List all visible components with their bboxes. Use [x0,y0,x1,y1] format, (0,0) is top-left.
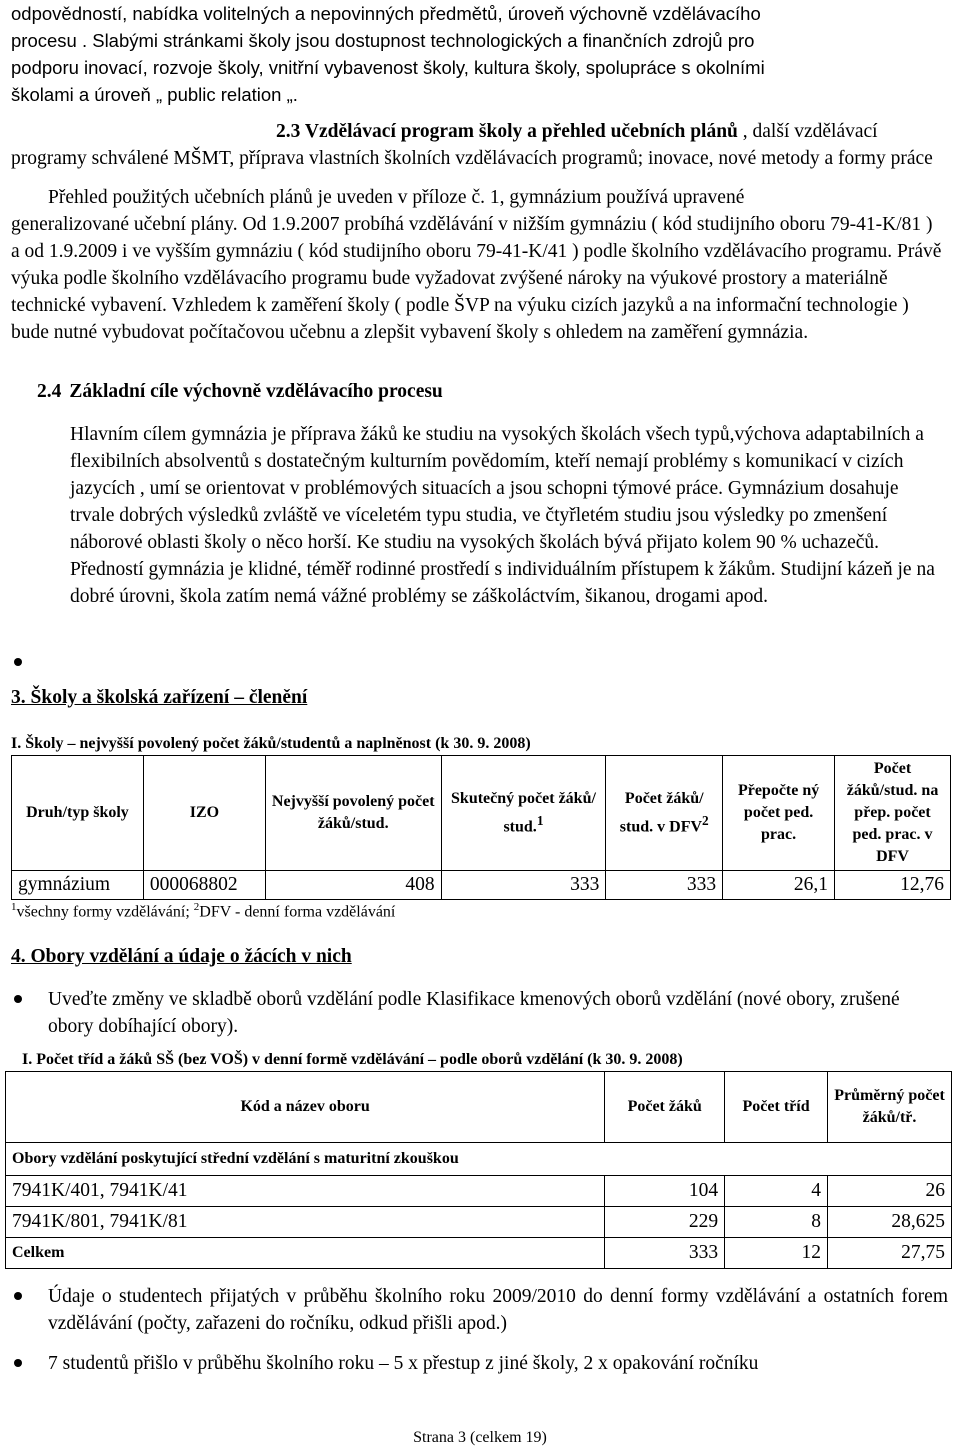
section-2-3-heading [11,118,951,172]
cell-students: 229 [605,1207,725,1238]
bullet-icon [14,1292,22,1300]
bullet-icon [14,658,22,666]
intro-line: podporu inovací, rozvoje školy, vnitřní vybavenost školy, kultura školy, spolupráce s okolními [11,57,765,78]
schools-table [11,755,951,900]
section-2-4-title: Základní cíle výchovně vzdělávacího procesu [69,381,443,402]
cell-code: 7941K/801, 7941K/81 [6,1207,605,1238]
intro-line: školami a úroveň „ public relation „. [11,84,298,105]
section-2-3-body [11,184,946,346]
table-subheader-row [6,1143,952,1176]
footnote-mark: 1 [11,901,17,913]
footnote-mark: 1 [536,812,544,828]
page-footer: Strana 3 (celkem 19) [413,1429,547,1446]
bullet-icon [14,995,22,1003]
col-average: Průměrný počet žáků/tř. [828,1072,952,1143]
admissions-bullet: Údaje o studentech přijatých v průběhu školního roku 2009/2010 do denní formy vzdělávání a ostatních forem vzdělávání (počty, zařazeni do ročníku, odkud přišli apod.) [48,1286,948,1334]
table-header-row [12,756,951,871]
cell-total-classes: 12 [725,1238,828,1269]
section-3-heading: 3. Školy a školská zařízení – členění [11,687,308,708]
footnote-mark: 2 [702,812,709,828]
table-2-caption: I. Počet tříd a žáků SŠ (bez VOŠ) v denní formě vzdělávání – podle oborů vzdělání (k 30. 9. 2008) [22,1051,683,1068]
bullet-icon [14,1359,22,1367]
subheader-cell: Obory vzdělání poskytující střední vzdělání s maturitní zkouškou [6,1143,952,1176]
col-classes: Počet tříd [725,1072,828,1143]
section-2-4-number: 2.4 [37,381,62,402]
cell-dfv: 333 [606,871,723,900]
transfers-bullet: 7 studentů přišlo v průběhu školního roku – 5 x přestup z jiné školy, 2 x opakování ročníku [48,1353,759,1374]
col-dfv-count: Počet žáků/ stud. v DFV$^2$ [606,756,723,871]
section-2-4-paragraph [26,421,946,610]
intro-line: procesu . Slabými stránkami školy jsou dostupnost technologických a finančních zdrojů pro [11,30,755,51]
intro-line: odpovědností, nabídka volitelných a nepovinných předmětů, úroveň výchovně vzdělávacího [11,3,761,24]
col-izo: IZO [143,756,265,871]
cell-code: 7941K/401, 7941K/41 [6,1176,605,1207]
cell-max: 408 [265,871,441,900]
col-recalc-staff: Přepočte ný počet ped. prac. [723,756,835,871]
section-2-3-paragraph: generalizované učební plány. Od 1.9.2007 probíhá vzdělávání v nižším gymnáziu ( kód studijního oboru 79-41-K/81 ) a od 1.9.2009 i ve vyšším gymnáziu ( kód studijního oboru 79-41-K/41 ) podle školního vzdělávacího programu. Právě výuka podle školního vzdělávacího programu bude vyžadovat zvýšené nároky na výukové prostory a materiálně technické vybavení. Vzhledem k zaměření školy ( podle ŠVP na výuku cizích jazyků a na informační technologie ) bude nutné vybudovat počítačovou učebnu a zlepšit vybavení školy s ohledem na zaměření gymnázia. [11,214,942,343]
table-row [6,1207,952,1238]
table-1-caption: I. Školy – nejvyšší povolený počet žáků/studentů a naplněnost (k 30. 9. 2008) [11,735,531,752]
cell-total-students: 333 [605,1238,725,1269]
table-row [12,871,951,900]
cell-classes: 4 [725,1176,828,1207]
col-actual-count: Skutečný počet žáků/ stud.$^1$ [441,756,606,871]
cell-average: 26 [828,1176,952,1207]
table-total-row [6,1238,952,1269]
cell-average: 28,625 [828,1207,952,1238]
cell-ratio: 12,76 [835,871,951,900]
cell-izo: 000068802 [143,871,265,900]
col-ratio: Počet žáků/stud. na přep. počet ped. prac. v DFV [835,756,951,871]
cell-classes: 8 [725,1207,828,1238]
cell-actual: 333 [441,871,606,900]
section-2-3-first-line: Přehled použitých učebních plánů je uveden v příloze č. 1, gymnázium používá upravené [48,187,745,208]
cell-total-average: 27,75 [828,1238,952,1269]
section-2-4-heading [37,381,443,403]
footnote-mark: 2 [193,901,200,913]
col-students: Počet žáků [605,1072,725,1143]
intro-paragraph [11,0,946,108]
section-2-3-title: 2.3 Vzdělávací program školy a přehled učebních plánů [276,121,738,142]
section-4-bullet: Uveďte změny ve skladbě oborů vzdělání podle Klasifikace kmenových oborů vzdělání (nové obory, zrušené obory dobíhající obory). [48,989,900,1037]
cell-total-label: Celkem [6,1238,605,1269]
section-4-heading: 4. Obory vzdělání a údaje o žácích v nich [11,946,352,967]
cell-students: 104 [605,1176,725,1207]
cell-recalc: 26,1 [723,871,835,900]
col-max-capacity: Nejvyšší povolený počet žáků/stud. [265,756,441,871]
col-school-type: Druh/typ školy [12,756,144,871]
cell-type: gymnázium [12,871,144,900]
section-2-3-heading-rest: , další vzdělávací programy schválené MŠMT, příprava vlastních školních vzdělávacích programů; inovace, nové metody a formy práce [11,121,933,169]
col-code: Kód a název oboru [6,1072,605,1143]
table-row [6,1176,952,1207]
fields-table [5,1071,952,1269]
table-1-footnote: $^1$všechny formy vzdělávání; $^2$DFV - denní forma vzdělávání [11,901,396,921]
section-2-4-text: Hlavním cílem gymnázia je příprava žáků ke studiu na vysokých školách všech typů,výchova adaptabilních a flexibilních absolventů s dostatečným kulturním povědomím, kteří nemají problémy s komunikací v cizích jazycích , umí se orientovat v problémových situacích a jsou schopni týmové práce. Gymnázium dosahuje trvale dobrých výsledků zvláště ve víceletém typu studia, ve čtyřletém studiu jsou výsledky po zmenšení náborové oblasti školy o něco horší. Ke studiu na vysokých školách bývá přijato kolem 90 % uchazečů. Předností gymnázia je klidné, téměř rodinné prostředí s individuálním přístupem k žákům. Studijní kázeň je na dobré úrovni, škola zatím nemá vážné problémy se záškoláctvím, šikanou, drogami apod. [70,424,935,607]
table-header-row [6,1072,952,1143]
